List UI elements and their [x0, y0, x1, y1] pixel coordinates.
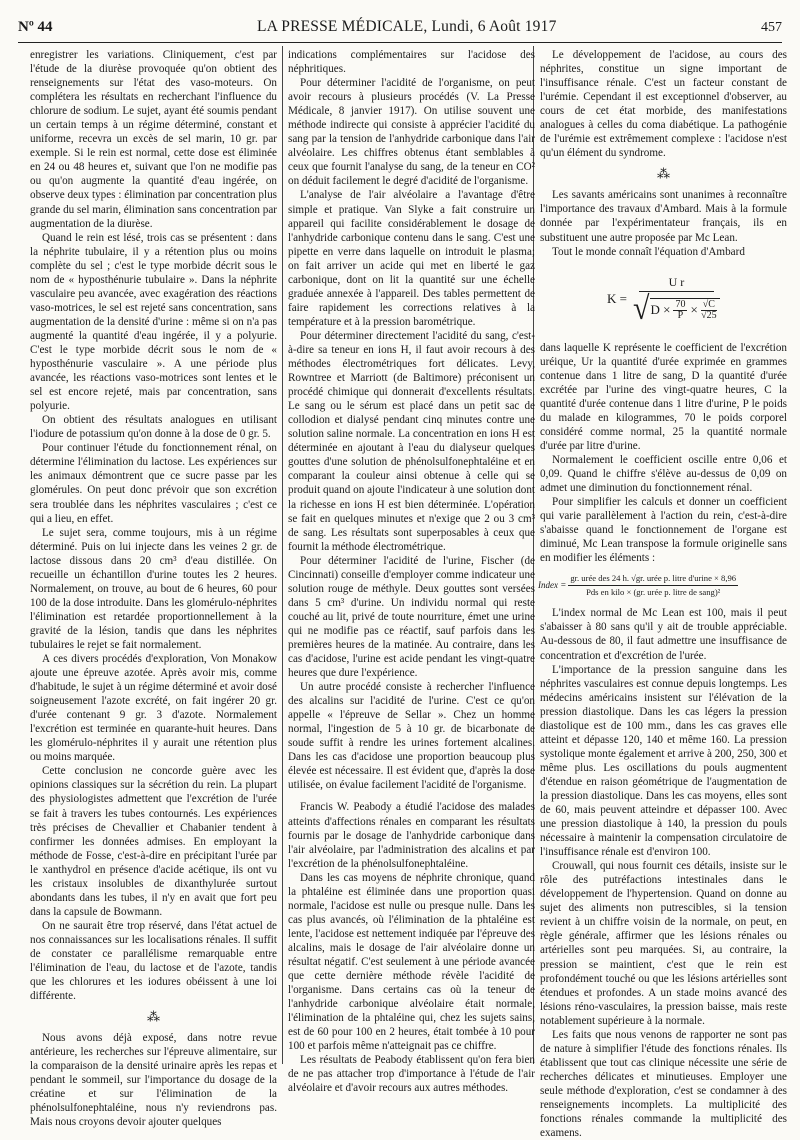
paragraph: Les faits que nous venons de rapporter ne sont pas de nature à simplifier l'étude des fonctions rénales. Ils établissent que tout cas clinique nécessite une série de recherches délicates et minutieuses. Employer une seule méthode d'exploration, c'est se condamner à des renseignements incomplets. La multiplicité des fonctions rénales commande la multiplicité des examens.	[540, 1028, 787, 1140]
page-header	[18, 18, 782, 42]
paragraph: Quand le rein est lésé, trois cas se présentent : dans la néphrite tubulaire, il y a rétention plus ou moins complète du sel ; c'est le type morbide décrit sous le nom de « hyposthénurie tubulaire ». Dans la néphrite vasculaire peu avancée, avec exagération des réactions vaso-motrices, le sel est rejeté sans concentration, sans augmentation de la densité d'urine : même si on n'a pas augmenté la quantité d'eau ingérée, il y a polyurie. C'est le type morbide décrit sous le nom de « hyposthénurie vasculaire ». A une période plus avancée, les réactions vaso-motrices sont lentes et le sel est encore rejeté, mais par concentration, sans polyurie.	[30, 231, 277, 413]
fraction-bottom: P	[677, 309, 684, 321]
paragraph: Les savants américains sont unanimes à reconnaître l'importance des travaux d'Ambard. Mais à la formule donnée par l'expérimentateur français, ils en substituent une autre proposée par Mc Lean.	[540, 189, 787, 244]
fraction-70-p	[673, 300, 687, 321]
paragraph: Pour déterminer l'acidité de l'organisme, on peut avoir recours à plusieurs procédés (V. La Presse Médicale, 8 janvier 1917). On utilise souvent une méthode indirecte qui consiste à apprécier l'acidité du sang par la tension de l'anhydride carbonique dans l'air alvéolaire. Les chiffres obtenus étant semblables à ceux que fournit l'analyse du sang, de la teneur en CO² on déduit facilement le degré d'acidité de l'organisme.	[288, 77, 535, 188]
paragraph: Francis W. Peabody a étudié l'acidose des malades atteints d'affections rénales en comparant les résultats fournis par le dosage de l'anhydride carbonique dans l'air alvéolaire, par l'administration des alcalins et par l'excrétion de la phénolsulfonephtaléine.	[288, 801, 535, 870]
paragraph: Les résultats de Peabody établissent qu'on fera bien de ne pas attacher trop d'importance à l'étude de l'air alvéolaire et d'avoir recours aux autres méthodes.	[288, 1054, 535, 1095]
paragraph: indications complémentaires sur l'acidose des néphritiques.	[288, 49, 535, 76]
paragraph: Nous avons déjà exposé, dans notre revue antérieure, les recherches sur l'épreuve alimentaire, sur la comparaison de la densité urinaire après les repas et pendant le sommeil, sur l'importance du dosage de la créatine et sur l'élimination de la phénolsulfonephtaléine, nous n'y reviendrons pas. Mais nous croyons devoir ajouter quelques	[30, 1032, 277, 1129]
issue-date: Lundi, 6 Août 1917	[431, 18, 557, 35]
paragraph: A ces divers procédés d'exploration, Von Monakow ajoute une épreuve azotée. Après avoir mis, comme d'habitude, le sujet à un régime déterminé et avoir dosé soigneusement l'azote excrété, on fait ingérer 20 gr. d'urée contenant 9 gr. 3 d'azote. Normalement l'excrétion est terminée en quarante-huit heures. Dans les glomérulo-néphrites il y aurait une rétention plus ou moins marquée.	[30, 653, 277, 764]
fraction-bottom: √25	[701, 309, 717, 321]
sqrt-content	[650, 298, 720, 321]
equation-lhs: K =	[607, 290, 627, 306]
fraction-top: 70	[675, 298, 686, 310]
paragraph: Pour déterminer l'acidité de l'urine, Fischer (de Cincinnati) conseille d'employer comme indicateur une solution rouge de méthyle. Deux gouttes sont versées dans 5 cm³ d'urine. Un individu normal qui reste couché au lit, privé de toute nourriture, émet une urine qui ne modifie pas ce réactif, sauf parfois dans les premières heures de la matinée. Au contraire, dans les cas d'acidose, l'urine est acide pendant les vingt-quatre heures que dure l'expérience.	[288, 554, 535, 680]
paragraph: dans laquelle K représente le coefficient de l'excrétion uréique, Ur la quantité d'urée exprimée en grammes contenue dans 1 litre de sang, D la quantité d'urée excrétée par l'urine des vingt-quatre heures, C la quantité d'urée contenue dans 1 litre d'urine, P le poids du malade en kilogrammes, 70 le poids corporel considéré comme normal, 25 la quantité normale d'urée par litre d'urine.	[540, 341, 787, 452]
page-number: 457	[760, 20, 782, 35]
header-rule	[18, 42, 782, 43]
fraction-sqrtc-sqrt25	[701, 300, 717, 321]
paragraph: L'analyse de l'air alvéolaire a l'avantage d'être simple et pratique. Van Slyke a fait construire un appareil qui facilite considérablement le dosage de l'anhydride carbonique contenu dans le sang. C'est une pipette en verre dans laquelle on introduit le plasma; on fait arriver un acide qui met en liberté le gaz carbonique, dont on lit la quantité sur une échelle graduée annexée à l'appareil. Des tables permettent de faire rapidement les corrections relatives à la température et à la pression barométrique.	[288, 189, 535, 328]
section-separator: ⁂	[657, 166, 670, 182]
journal-name: LA PRESSE MÉDICALE,	[256, 18, 428, 35]
times-sign: ×	[690, 302, 698, 318]
paragraph: Le développement de l'acidose, au cours des néphrites, constitue un signe important de l'insuffisance rénale. C'est un facteur constant de l'urémie. Cependant il est exceptionnel d'observer, au cours de cet état morbide, des manifestations analogues à celles du coma diabétique. La pathogénie de l'urémie est extrêmement complexe : l'acidose n'est qu'un élément du syndrome.	[540, 49, 787, 160]
paragraph: Le sujet sera, comme toujours, mis à un régime déterminé. Puis on lui injecte dans les veines 2 gr. de lactose dissous dans 20 cm³ d'eau distillée. On recueille un échantillon d'urine toutes les 2 heures. Normalement, on trouve, au bout de 6 heures, 60 pour 100 de la dose introduite. Dans les glomérulo-néphrites l'élimination est retardée proportionnellement à la gravité de la lésion, tandis que dans les néphrites tubulaires le rejet se fait normalement.	[30, 526, 277, 651]
column-1	[30, 48, 277, 1130]
paragraph: On ne saurait être trop réservé, dans l'état actuel de nos connaissances sur les localisations rénales. Il suffit de constater ce parallélisme remarquable entre l'élimination de l'eau, du lactose et de l'azote, tandis que les chlorures et les iodures obéissent à une loi différente.	[30, 919, 277, 1003]
paragraph: Normalement le coefficient oscille entre 0,06 et 0,09. Quand le chiffre s'élève au-dessus de 0,09 on admet une diminution du fonctionnement rénal.	[540, 453, 787, 495]
paragraph: Pour simplifier les calculs et donner un coefficient qui varie parallèlement à l'action du rein, c'est-à-dire s'abaisse quand le fonctionnement de l'organe est diminué, Mc Lean transpose la formule originelle sans en modifier les éléments :	[540, 496, 787, 565]
column-2	[288, 48, 535, 1095]
equation-fraction	[633, 275, 720, 327]
column-3	[540, 48, 787, 1140]
journal-title	[257, 18, 557, 36]
equation-term-d: D ×	[650, 302, 671, 318]
equation-numerator: U r	[639, 275, 715, 292]
index-fraction	[568, 573, 738, 598]
paragraph: L'index normal de Mc Lean est 100, mais il peut s'abaisser à 80 sans qu'il y ait de trouble appréciable. Au-dessous de 80, il faut admettre une insuffisance de concentration et d'excrétion de l'urée.	[540, 607, 787, 662]
paragraph: Pour déterminer directement l'acidité du sang, c'est-à-dire sa teneur en ions H, il faut avoir recours à des méthodes électrométriques fort délicates. Levy, Rowntree et Marriott (de Baltimore) préconisent un procédé chimique qui donnerait d'excellents résultats. Le sang ou le sérum est placé dans un petit sac de collodion et dialysé pendant cinq minutes contre une solution saline normale. La concentration en ions H est déterminée en ajoutant à l'eau du dialyseur quelques gouttes d'une solution de phénolsulfonephtaléine et en comparant la couleur ainsi obtenue à celle qui se produit quand on ajoute l'indicateur à une solution dont la richesse en ions H est bien déterminée. L'opération se fait en quelques minutes et n'exige que 2 ou 3 cm³ de sang. Les résultats sont superposables à ceux que fournit la méthode électrométrique.	[288, 329, 535, 553]
ambard-equation	[540, 269, 787, 329]
paragraph: Un autre procédé consiste à rechercher l'influence des alcalins sur l'acidité de l'urine. C'est ce qu'on appelle « l'épreuve de Sellar ». Chez un homme normal, l'ingestion de 5 à 10 gr. de bicarbonate de soude suffit à rendre les urines fortement alcalines. Dans les cas d'acidose une proportion beaucoup plus élevée est nécessaire. Il est évident que, d'après la dose utilisée, on évalue facilement l'acidité de l'organisme.	[288, 681, 535, 792]
fraction-top: √C	[702, 298, 715, 310]
index-numerator: gr. urée des 24 h. √gr. urée p. litre d'urine × 8,96	[568, 573, 738, 586]
paragraph: L'importance de la pression sanguine dans les néphrites vasculaires est connue depuis longtemps. Les médecins américains insistent sur l'élévation de la pression diastolique. Dans les cas légers la pression diastolique est de 100 mm., dans les cas graves elle atteint et dépasse 120, 140 et même 160. La pression systolique monte également et arrive à 200, 250, 300 et même plus. Les oscillations du pouls augmentent d'étendue en raison géométrique de l'augmentation de la pression diastolique. Dans les cas moyens, elles sont de 60, mais peuvent atteindre et dépasser 100. Avec une pression diastolique à 140, la pression du pouls nécessaire à maintenir la compensation circulatoire de l'insuffisance rénale est d'environ 100.	[540, 663, 787, 859]
issue-number: Nº 44	[18, 19, 53, 35]
paragraph: Pour continuer l'étude du fonctionnement rénal, on détermine l'élimination du lactose. Les expériences sur les animaux démontrent que ce sucre passe par les glomérules. On peut donc prévoir que son excrétion sera troublée dans les néphrites vasculaires ; c'est ce qui a lieu, en effet.	[30, 442, 277, 525]
column-divider	[282, 46, 283, 1064]
paragraph: On obtient des résultats analogues en utilisant l'iodure de potassium qu'on donne à la dose de 0 gr. 5.	[30, 414, 277, 441]
index-denominator: Pds en kilo × (gr. urée p. litre de sang)²	[586, 587, 721, 598]
index-label: Index =	[538, 580, 567, 591]
mclean-index-formula	[538, 573, 787, 598]
sqrt-sign: √	[633, 290, 650, 327]
paragraph: Crouwall, qui nous fournit ces détails, insiste sur le rôle des putréfactions intestinales dans le développement de l'hypertension. Quand on donne au sujet des aliments non putrescibles, si la tension revient à un chiffre voisin de la normale, on peut, en règle générale, affirmer que les lésions rénales ou artérielles sont peu marquées. Si, au contraire, la pression se maintient, c'est que le rein est profondément touché ou que les lésions artérielles sont étendues et profondes. A un stade moins avancé des lésions réno-vasculaires, la pression baisse, mais reste notablement supérieure à la normale.	[540, 860, 787, 1027]
paragraph: enregistrer les variations. Cliniquement, c'est par l'étude de la diurèse provoquée qu'on obtient des renseignements sur l'état des vaso-moteurs. On complétera les résultats en recherchant l'influence du chlorure de sodium. Le sujet, ayant été soumis pendant un certain temps à un régime déterminé, constant et uniforme, recevra un excès de sel marin, 10 gr. par exemple. Si le rein est normal, cette dose est éliminée en 24 ou 48 heures et, suivant que l'on ne modifie pas ou qu'on augmente la quantité d'eau ingérée, on observe deux types : élimination par concentration plus grande du sel marin, élimination sans concentration par augmentation de la diurèse.	[30, 49, 277, 230]
equation-denominator	[633, 290, 720, 327]
section-separator: ⁂	[147, 1009, 160, 1025]
paragraph: Tout le monde connaît l'équation d'Ambard	[552, 245, 745, 258]
paragraph: Dans les cas moyens de néphrite chronique, quand la phtaléine est éliminée dans une proportion quasi normale, l'acidose est nulle ou presque nulle. Dans les cas plus avancés, où l'élimination de la phtaléine est lente, l'acidose est nettement indiquée par l'épreuve des alcalins, mais le dosage de l'air alvéolaire donne un résultat négatif. C'est seulement à une période avancée que cette dernière méthode révèle l'acidité de l'organisme. Dans certains cas où la teneur de l'anhydride carbonique alvéolaire était normale, l'élimination de la phtaléine qui, chez les sujets sains, est de 60 pour 100 en 2 heures, était tombée à 10 pour 100 et parfois même n'atteignait pas ce chiffre.	[288, 871, 535, 1053]
paragraph: Cette conclusion ne concorde guère avec les opinions classiques sur la sécrétion du rein. La plupart des physiologistes admettent que l'excrétion de l'urée se fait à travers les tubes contournés. Les expériences très précises de Chevallier et Chabanier tendent à confirmer les données admises. En employant la méthode de Fosse, c'est-à-dire en précipitant l'urée par le xanthydrol en présence d'acide acétique, ils ont vu les cristaux insolubles de dixanthylurée surtout abondants dans les tubes, il n'y en avait que fort peu dans la capsule de Bowmann.	[30, 765, 277, 918]
